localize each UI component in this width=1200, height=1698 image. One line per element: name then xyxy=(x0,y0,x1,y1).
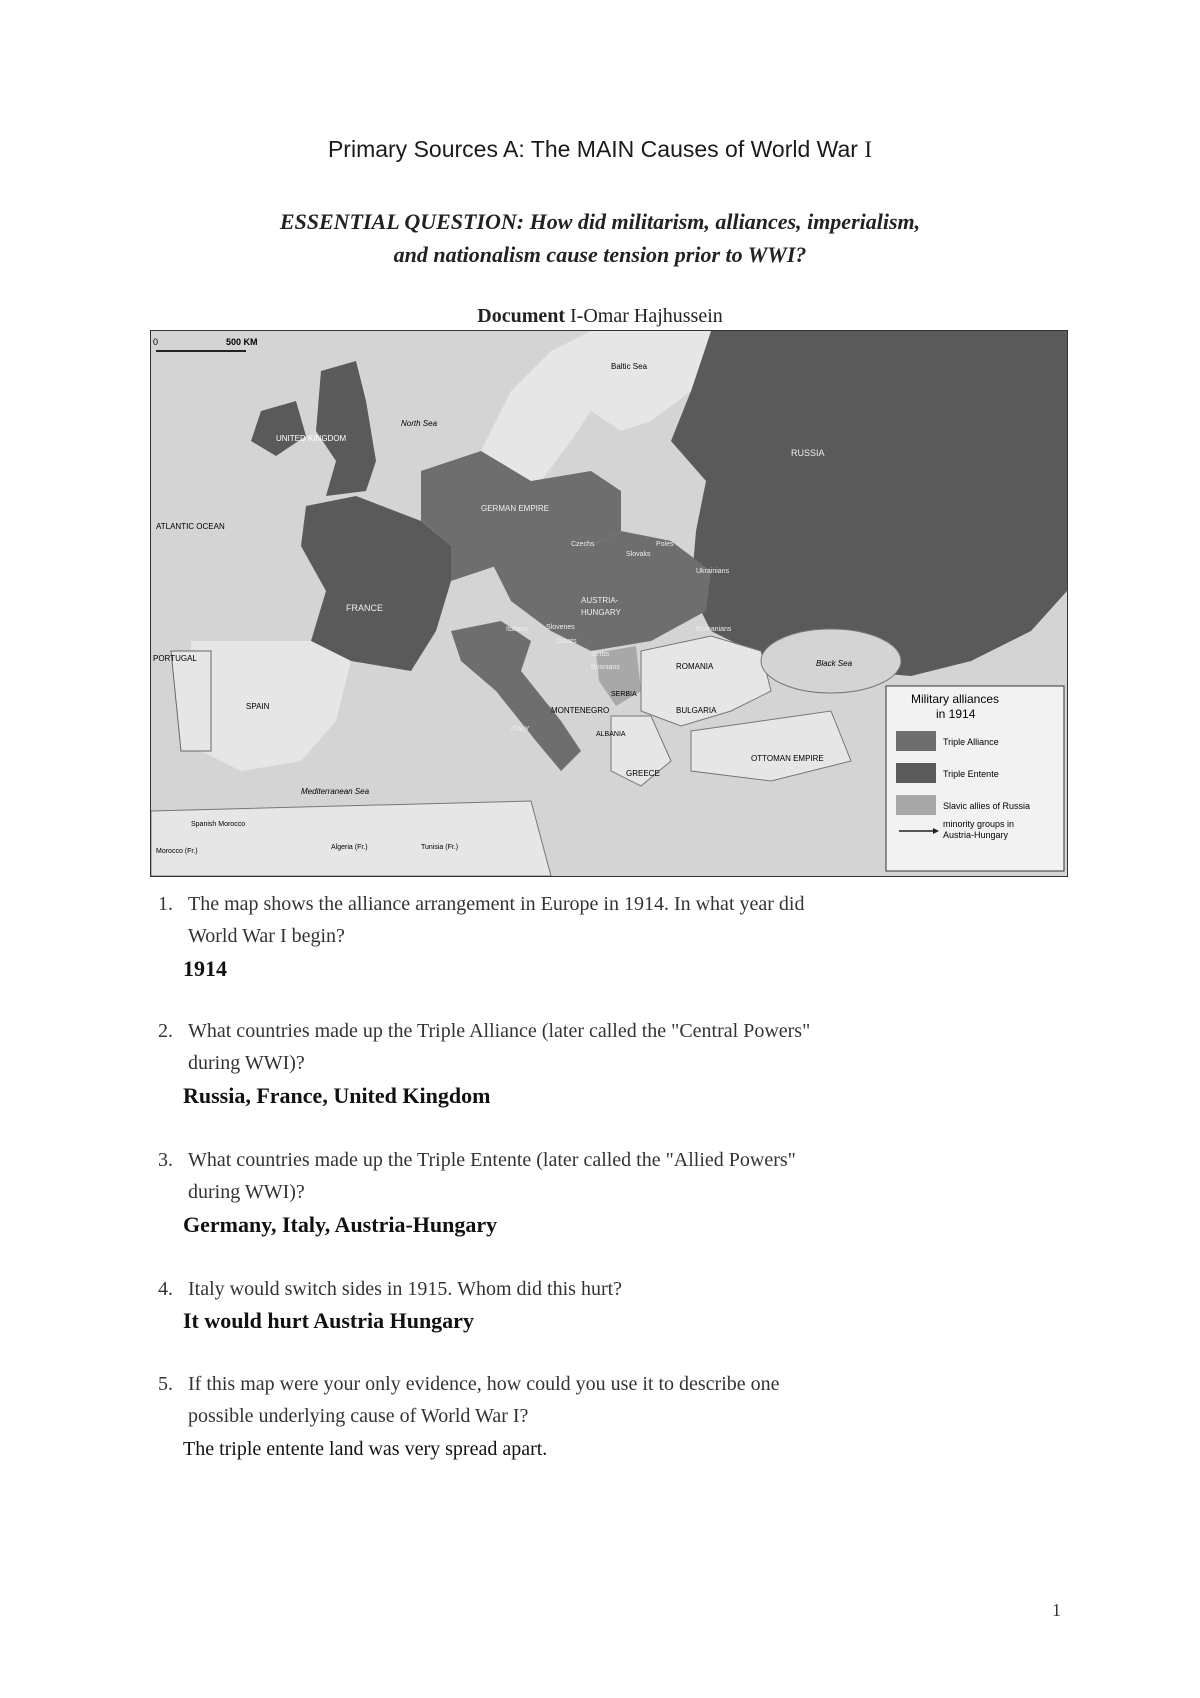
scale-zero: 0 xyxy=(153,337,159,347)
question-2 xyxy=(158,1015,1068,1079)
legend-swatch-alliance xyxy=(896,731,936,751)
label-tunisia: Tunisia (Fr.) xyxy=(421,844,459,851)
answer-1: 1914 xyxy=(183,956,227,981)
label-france: FRANCE xyxy=(346,603,384,613)
question-5-line1: If this map were your only evidence, how could you use it to describe one xyxy=(188,1373,780,1395)
legend-triple-alliance: Triple Alliance xyxy=(943,737,999,747)
label-med-sea: Mediterranean Sea xyxy=(301,787,370,796)
question-2-line1: What countries made up the Triple Alliance (later called the "Central Powers" xyxy=(188,1020,811,1042)
question-1-line2: World War I begin? xyxy=(188,925,345,947)
north-africa xyxy=(151,801,551,876)
label-portugal: PORTUGAL xyxy=(153,654,197,663)
scale-km: 500 KM xyxy=(226,337,258,347)
answer-4: It would hurt Austria Hungary xyxy=(183,1308,474,1333)
label-slovenes: Slovenes xyxy=(546,624,575,631)
question-2-line2: during WWI)? xyxy=(188,1052,305,1074)
question-2-number: 2. xyxy=(158,1020,173,1042)
question-4-number: 4. xyxy=(158,1278,173,1300)
answer-3: Germany, Italy, Austria-Hungary xyxy=(183,1212,498,1237)
document-label: Document xyxy=(477,305,566,327)
question-5-line2: possible underlying cause of World War I? xyxy=(188,1405,529,1427)
label-romanians: Romanians xyxy=(696,626,732,633)
label-russia: RUSSIA xyxy=(791,448,825,458)
question-3-number: 3. xyxy=(158,1149,173,1171)
legend-triple-entente: Triple Entente xyxy=(943,769,999,779)
label-serbs: Serbs xyxy=(591,651,610,658)
label-hungary: HUNGARY xyxy=(581,608,621,617)
label-romania: ROMANIA xyxy=(676,662,714,671)
question-1-line1: The map shows the alliance arrangement in Europe in 1914. In what year did xyxy=(188,893,805,915)
label-algeria: Algeria (Fr.) xyxy=(331,844,368,851)
label-black-sea: Black Sea xyxy=(816,659,853,668)
label-atlantic: ATLANTIC OCEAN xyxy=(156,522,225,531)
legend-swatch-slavic xyxy=(896,795,936,815)
page-number: 1 xyxy=(1052,1600,1061,1620)
russia-territory xyxy=(671,331,1067,676)
essential-question-line2: and nationalism cause tension prior to WWI? xyxy=(393,242,807,267)
label-german-empire: GERMAN EMPIRE xyxy=(481,504,550,513)
question-4 xyxy=(158,1273,1068,1305)
label-croats: Croats xyxy=(556,638,577,645)
answer-2: Russia, France, United Kingdom xyxy=(183,1083,491,1108)
legend-title-1: Military alliances xyxy=(911,692,1000,706)
question-1-number: 1. xyxy=(158,893,173,915)
question-5 xyxy=(158,1368,1068,1432)
label-italians: Italians xyxy=(506,626,529,633)
label-baltic: Baltic Sea xyxy=(611,362,648,371)
title-text: Primary Sources A: The MAIN Causes of World War xyxy=(327,136,858,162)
essential-question-line1: ESSENTIAL QUESTION: How did militarism, alliances, imperialism, xyxy=(279,209,921,234)
label-slovaks: Slovaks xyxy=(626,551,651,558)
question-1 xyxy=(158,888,1068,952)
legend-title-2: in 1914 xyxy=(936,707,976,721)
label-poles: Poles xyxy=(656,541,674,548)
label-albania: ALBANIA xyxy=(596,731,626,738)
label-serbia: SERBIA xyxy=(611,691,637,698)
question-3-line2: during WWI)? xyxy=(188,1181,305,1203)
label-ukrainians: Ukrainians xyxy=(696,568,730,575)
label-montenegro: MONTENEGRO xyxy=(551,706,610,715)
label-morocco: Morocco (Fr.) xyxy=(156,848,198,855)
label-spain: SPAIN xyxy=(246,702,270,711)
question-5-number: 5. xyxy=(158,1373,173,1395)
legend-slavic: Slavic allies of Russia xyxy=(943,801,1031,811)
page-title xyxy=(0,136,1200,163)
map-svg xyxy=(151,331,1067,876)
label-ottoman: OTTOMAN EMPIRE xyxy=(751,754,824,763)
answer-5: The triple entente land was very spread apart. xyxy=(183,1438,548,1460)
label-austria: AUSTRIA- xyxy=(581,596,619,605)
question-3 xyxy=(158,1144,1068,1208)
label-bulgaria: BULGARIA xyxy=(676,706,717,715)
label-bosnians: Bosnians xyxy=(591,664,620,671)
label-spanish-morocco: Spanish Morocco xyxy=(191,821,246,828)
legend-minority-1: minority groups in xyxy=(943,819,1015,829)
alliance-map xyxy=(150,330,1068,877)
label-czechs: Czechs xyxy=(571,541,595,548)
label-uk: UNITED KINGDOM xyxy=(276,434,347,443)
label-italy: ITALY xyxy=(511,726,530,733)
essential-question xyxy=(0,205,1200,271)
document-author: I-Omar Hajhussein xyxy=(570,305,723,327)
label-greece: GREECE xyxy=(626,769,660,778)
document-heading xyxy=(0,305,1200,328)
legend-minority-2: Austria-Hungary xyxy=(943,830,1009,840)
title-roman: I xyxy=(864,137,873,162)
question-3-line1: What countries made up the Triple Entente (later called the "Allied Powers" xyxy=(188,1149,796,1171)
label-north-sea: North Sea xyxy=(401,419,438,428)
legend-swatch-entente xyxy=(896,763,936,783)
question-4-line1: Italy would switch sides in 1915. Whom did this hurt? xyxy=(188,1278,623,1300)
